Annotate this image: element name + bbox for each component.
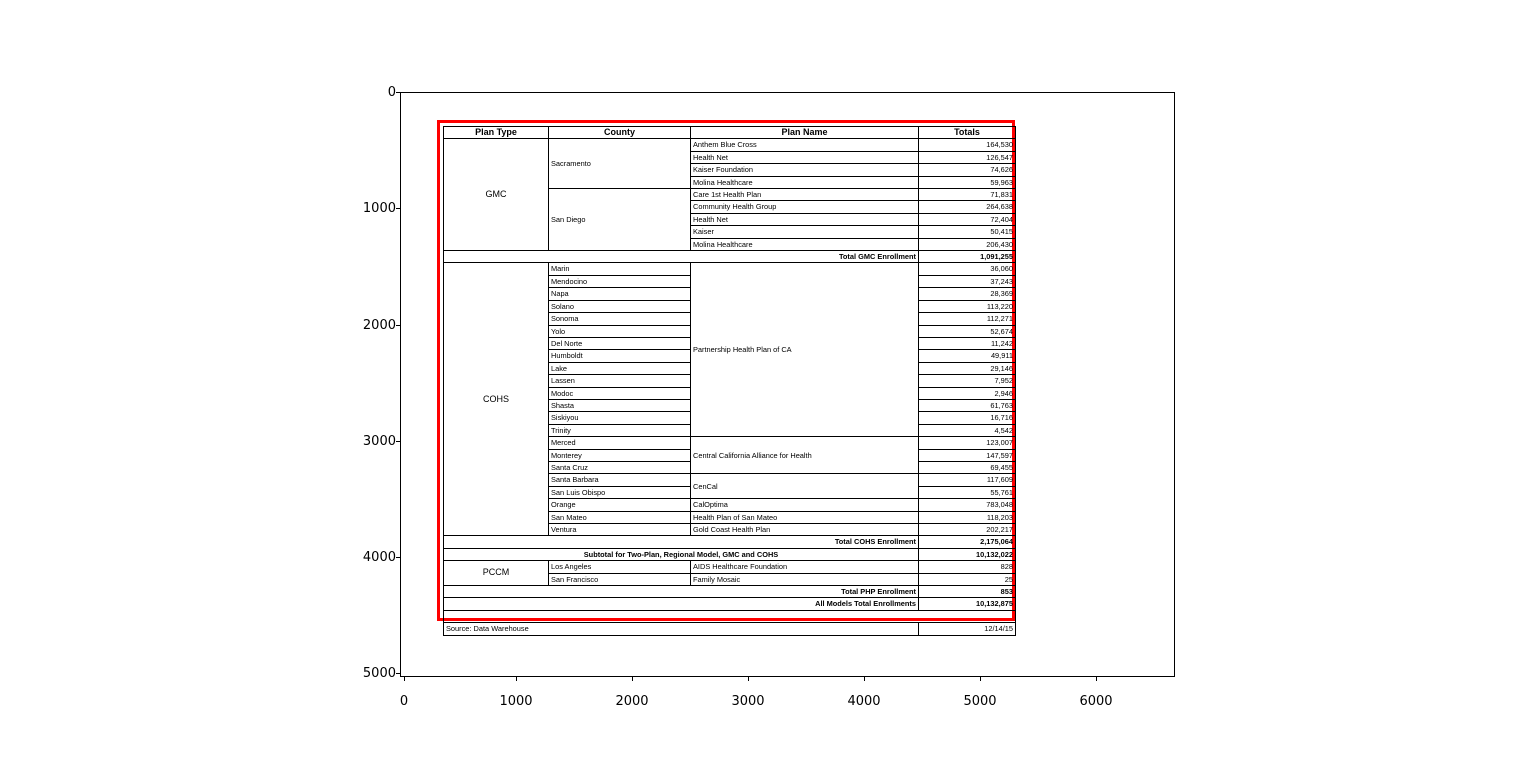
cell-county: Humboldt (549, 350, 691, 362)
xtick-mark (632, 677, 633, 681)
enrollment-table (443, 126, 1016, 636)
cell-county: Santa Barbara (549, 474, 691, 486)
col-header-plan-name: Plan Name (691, 127, 919, 139)
cell-total: 828 (919, 561, 1016, 573)
cell-county: Siskiyou (549, 412, 691, 424)
spacer-cell (444, 610, 1016, 622)
table-total-row-php (444, 586, 1016, 598)
cell-county: Del Norte (549, 337, 691, 349)
ytick-label-3000: 3000 (362, 434, 396, 449)
cell-plan-name: CenCal (691, 474, 919, 499)
source-date: 12/14/15 (919, 623, 1016, 635)
cell-county: Yolo (549, 325, 691, 337)
table-total-row-cohs (444, 536, 1016, 548)
ytick-mark (396, 325, 400, 326)
cell-county: San Francisco (549, 573, 691, 585)
label-subtotal: Subtotal for Two-Plan, Regional Model, GMC and COHS (444, 548, 919, 560)
cell-plan-name: Community Health Group (691, 201, 919, 213)
cell-plan-name: CalOptima (691, 499, 919, 511)
cell-total: 118,203 (919, 511, 1016, 523)
cell-plan-name: Gold Coast Health Plan (691, 524, 919, 536)
xtick-mark (864, 677, 865, 681)
cell-plan-name: Kaiser (691, 226, 919, 238)
cell-county: Lassen (549, 375, 691, 387)
cell-total: 202,217 (919, 524, 1016, 536)
col-header-county: County (549, 127, 691, 139)
xtick-mark (980, 677, 981, 681)
cell-total: 2,946 (919, 387, 1016, 399)
value-total-all: 10,132,875 (919, 598, 1016, 610)
cell-total: 37,243 (919, 275, 1016, 287)
cell-county: Modoc (549, 387, 691, 399)
ytick-label-5000: 5000 (362, 666, 396, 681)
xtick-mark (748, 677, 749, 681)
xtick-mark (516, 677, 517, 681)
cell-plan-name: Anthem Blue Cross (691, 139, 919, 151)
cell-county: Napa (549, 288, 691, 300)
cell-total: 112,271 (919, 313, 1016, 325)
cell-plan-name: Health Net (691, 213, 919, 225)
cell-county: Marin (549, 263, 691, 275)
cell-plan-name: Family Mosaic (691, 573, 919, 585)
cell-county: Shasta (549, 399, 691, 411)
cell-plan-name: Partnership Health Plan of CA (691, 263, 919, 437)
table-row (444, 139, 1016, 151)
cell-plan-name: Molina Healthcare (691, 176, 919, 188)
ytick-mark (396, 557, 400, 558)
cell-total: 123,007 (919, 437, 1016, 449)
label-total-cohs: Total COHS Enrollment (444, 536, 919, 548)
value-subtotal: 10,132,022 (919, 548, 1016, 560)
cell-total: 16,716 (919, 412, 1016, 424)
table-header-row (444, 127, 1016, 139)
label-total-php: Total PHP Enrollment (444, 586, 919, 598)
cell-county: Ventura (549, 524, 691, 536)
cell-total: 147,597 (919, 449, 1016, 461)
cell-plan-name: Health Plan of San Mateo (691, 511, 919, 523)
cell-total: 783,048 (919, 499, 1016, 511)
xtick-label-1000: 1000 (499, 694, 533, 709)
cell-county: Sonoma (549, 313, 691, 325)
label-total-all: All Models Total Enrollments (444, 598, 919, 610)
cell-total: 59,963 (919, 176, 1016, 188)
cell-total: 126,547 (919, 151, 1016, 163)
cell-total: 36,060 (919, 263, 1016, 275)
xtick-label-5000: 5000 (963, 694, 997, 709)
value-total-gmc: 1,091,255 (919, 251, 1016, 263)
cell-total: 69,455 (919, 461, 1016, 473)
xtick-label-4000: 4000 (847, 694, 881, 709)
cell-total: 28,369 (919, 288, 1016, 300)
cell-total: 71,831 (919, 189, 1016, 201)
label-total-gmc: Total GMC Enrollment (444, 251, 919, 263)
cell-total: 49,911 (919, 350, 1016, 362)
cell-plan-name: Central California Alliance for Health (691, 437, 919, 474)
ytick-mark (396, 441, 400, 442)
xtick-mark (1096, 677, 1097, 681)
cell-county: Sacramento (549, 139, 691, 189)
source-row (444, 623, 1016, 635)
value-total-php: 853 (919, 586, 1016, 598)
ytick-mark (396, 92, 400, 93)
xtick-label-0: 0 (399, 694, 409, 709)
table-row (444, 263, 1016, 275)
table-subtotal-row (444, 548, 1016, 560)
cell-county: San Mateo (549, 511, 691, 523)
col-header-plan-type: Plan Type (444, 127, 549, 139)
cell-plan-type-cohs: COHS (444, 263, 549, 536)
cell-plan-type-pccm: PCCM (444, 561, 549, 586)
cell-county: Lake (549, 362, 691, 374)
cell-county: San Diego (549, 189, 691, 251)
ytick-label-1000: 1000 (362, 201, 396, 216)
ytick-label-2000: 2000 (362, 318, 396, 333)
cell-total: 164,530 (919, 139, 1016, 151)
cell-total: 52,674 (919, 325, 1016, 337)
xtick-label-2000: 2000 (615, 694, 649, 709)
cell-county: Orange (549, 499, 691, 511)
cell-plan-name: Health Net (691, 151, 919, 163)
cell-plan-name: Care 1st Health Plan (691, 189, 919, 201)
cell-total: 117,609 (919, 474, 1016, 486)
cell-total: 72,404 (919, 213, 1016, 225)
ytick-mark (396, 673, 400, 674)
cell-total: 55,761 (919, 486, 1016, 498)
cell-county: Los Angeles (549, 561, 691, 573)
cell-total: 25 (919, 573, 1016, 585)
table-total-row-gmc (444, 251, 1016, 263)
cell-plan-name: Molina Healthcare (691, 238, 919, 250)
cell-plan-type-gmc: GMC (444, 139, 549, 251)
cell-total: 206,430 (919, 238, 1016, 250)
cell-total: 50,415 (919, 226, 1016, 238)
ytick-label-0: 0 (387, 85, 396, 100)
cell-total: 4,542 (919, 424, 1016, 436)
cell-county: Monterey (549, 449, 691, 461)
spacer-row (444, 610, 1016, 622)
cell-total: 264,638 (919, 201, 1016, 213)
cell-total: 29,146 (919, 362, 1016, 374)
cell-county: Mendocino (549, 275, 691, 287)
cell-county: Solano (549, 300, 691, 312)
cell-plan-name: AIDS Healthcare Foundation (691, 561, 919, 573)
cell-plan-name: Kaiser Foundation (691, 164, 919, 176)
cell-total: 61,763 (919, 399, 1016, 411)
table-row (444, 561, 1016, 573)
table-total-row-all (444, 598, 1016, 610)
cell-county: Santa Cruz (549, 461, 691, 473)
col-header-totals: Totals (919, 127, 1016, 139)
xtick-mark (404, 677, 405, 681)
value-total-cohs: 2,175,064 (919, 536, 1016, 548)
cell-county: San Luis Obispo (549, 486, 691, 498)
detected-table-region (437, 120, 1015, 634)
ytick-mark (396, 208, 400, 209)
ytick-label-4000: 4000 (362, 550, 396, 565)
xtick-label-6000: 6000 (1079, 694, 1113, 709)
cell-county: Merced (549, 437, 691, 449)
xtick-label-3000: 3000 (731, 694, 765, 709)
cell-county: Trinity (549, 424, 691, 436)
source-label: Source: Data Warehouse (444, 623, 919, 635)
cell-total: 11,242 (919, 337, 1016, 349)
cell-total: 74,626 (919, 164, 1016, 176)
cell-total: 7,952 (919, 375, 1016, 387)
cell-total: 113,220 (919, 300, 1016, 312)
